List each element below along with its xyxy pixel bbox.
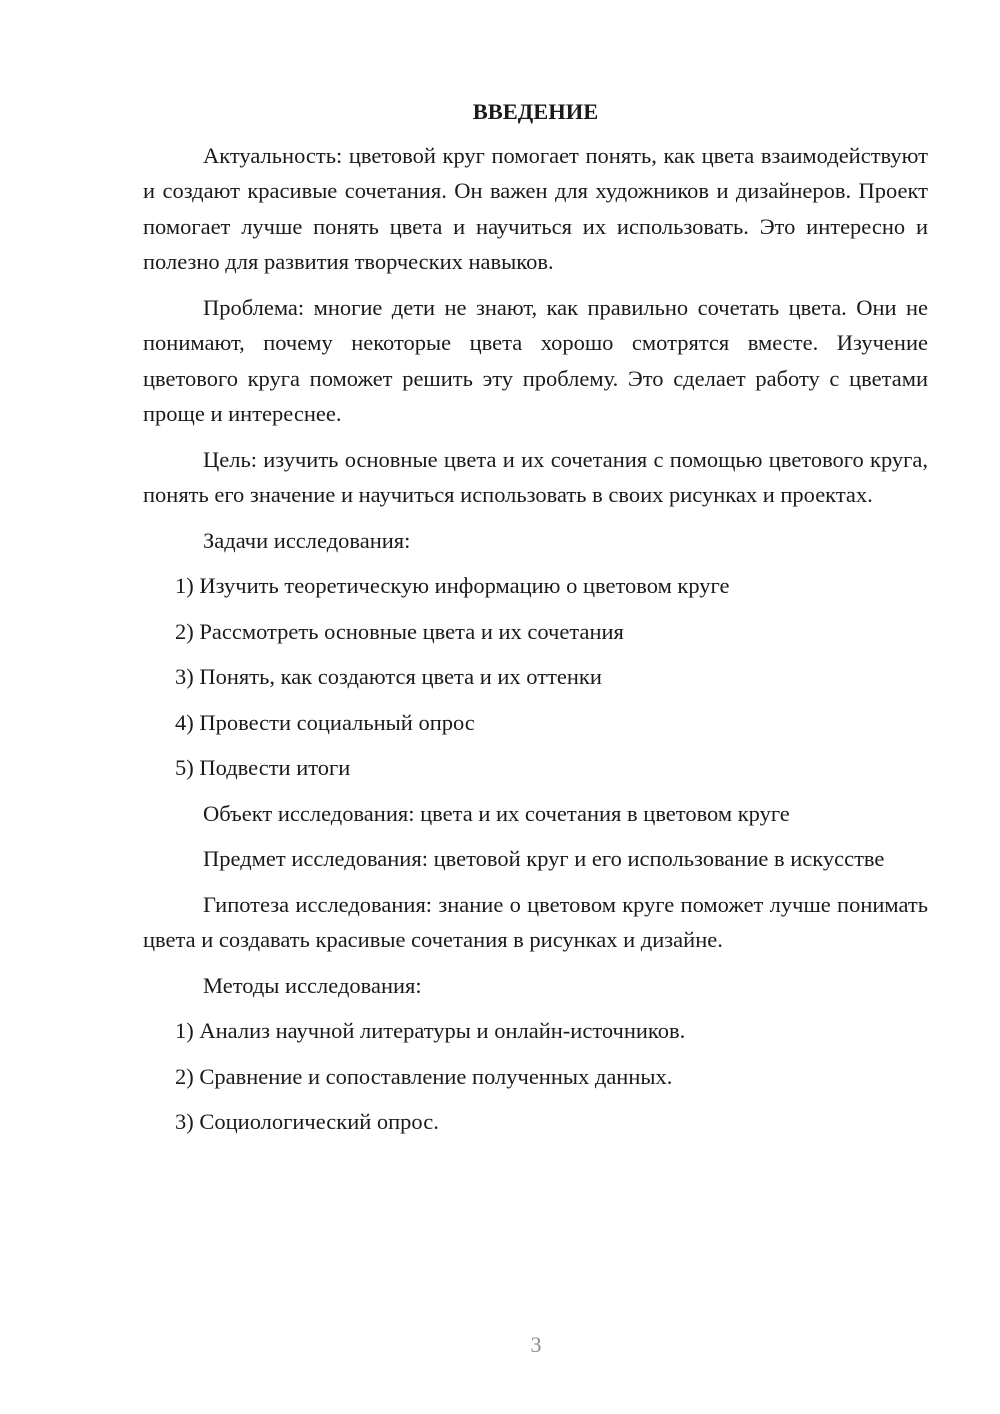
methods-heading: Методы исследования: bbox=[203, 972, 422, 998]
page-number: 3 bbox=[530, 1332, 542, 1357]
list-item: 2) Сравнение и сопоставление полученных данных. bbox=[175, 1063, 673, 1089]
methods-list bbox=[143, 1013, 928, 1140]
object-paragraph: Объект исследования: цвета и их сочетания в цветовом круге bbox=[203, 800, 790, 826]
list-item: 1) Анализ научной литературы и онлайн-источников. bbox=[175, 1018, 686, 1043]
goal-paragraph: Цель: изучить основные цвета и их сочетания с помощью цветового круга, понять его значение и научиться использовать в своих рисунках и проектах. bbox=[143, 446, 928, 507]
problem-paragraph: Проблема: многие дети не знают, как правильно сочетать цвета. Они не понимают, почему некоторые цвета хорошо смотрятся вместе. Изучение цветового круга поможет решить эту проблему. Это сделает работу с цветами проще и интереснее. bbox=[143, 294, 928, 426]
list-item: 1) Изучить теоретическую информацию о цветовом круге bbox=[175, 573, 730, 598]
page-content bbox=[143, 94, 928, 1140]
list-item: 2) Рассмотреть основные цвета и их сочетания bbox=[175, 618, 624, 644]
list-item: 4) Провести социальный опрос bbox=[175, 709, 475, 735]
subject-paragraph: Предмет исследования: цветовой круг и его использование в искусстве bbox=[203, 846, 885, 871]
hypothesis-paragraph: Гипотеза исследования: знание о цветовом круге поможет лучше понимать цвета и создавать красивые сочетания в рисунках и дизайне. bbox=[143, 891, 928, 952]
list-item: 5) Подвести итоги bbox=[175, 755, 351, 780]
relevance-paragraph: Актуальность: цветовой круг помогает понять, как цвета взаимодействуют и создают красивые сочетания. Он важен для художников и дизайнеров. Проект помогает лучше понять цвета и научиться их использовать. Это интересно и полезно для развития творческих навыков. bbox=[143, 142, 928, 274]
list-item: 3) Понять, как создаются цвета и их оттенки bbox=[175, 664, 602, 689]
section-title: ВВЕДЕНИЕ bbox=[472, 99, 599, 124]
tasks-list bbox=[143, 568, 928, 786]
tasks-heading: Задачи исследования: bbox=[203, 527, 411, 553]
list-item: 3) Социологический опрос. bbox=[175, 1109, 439, 1134]
